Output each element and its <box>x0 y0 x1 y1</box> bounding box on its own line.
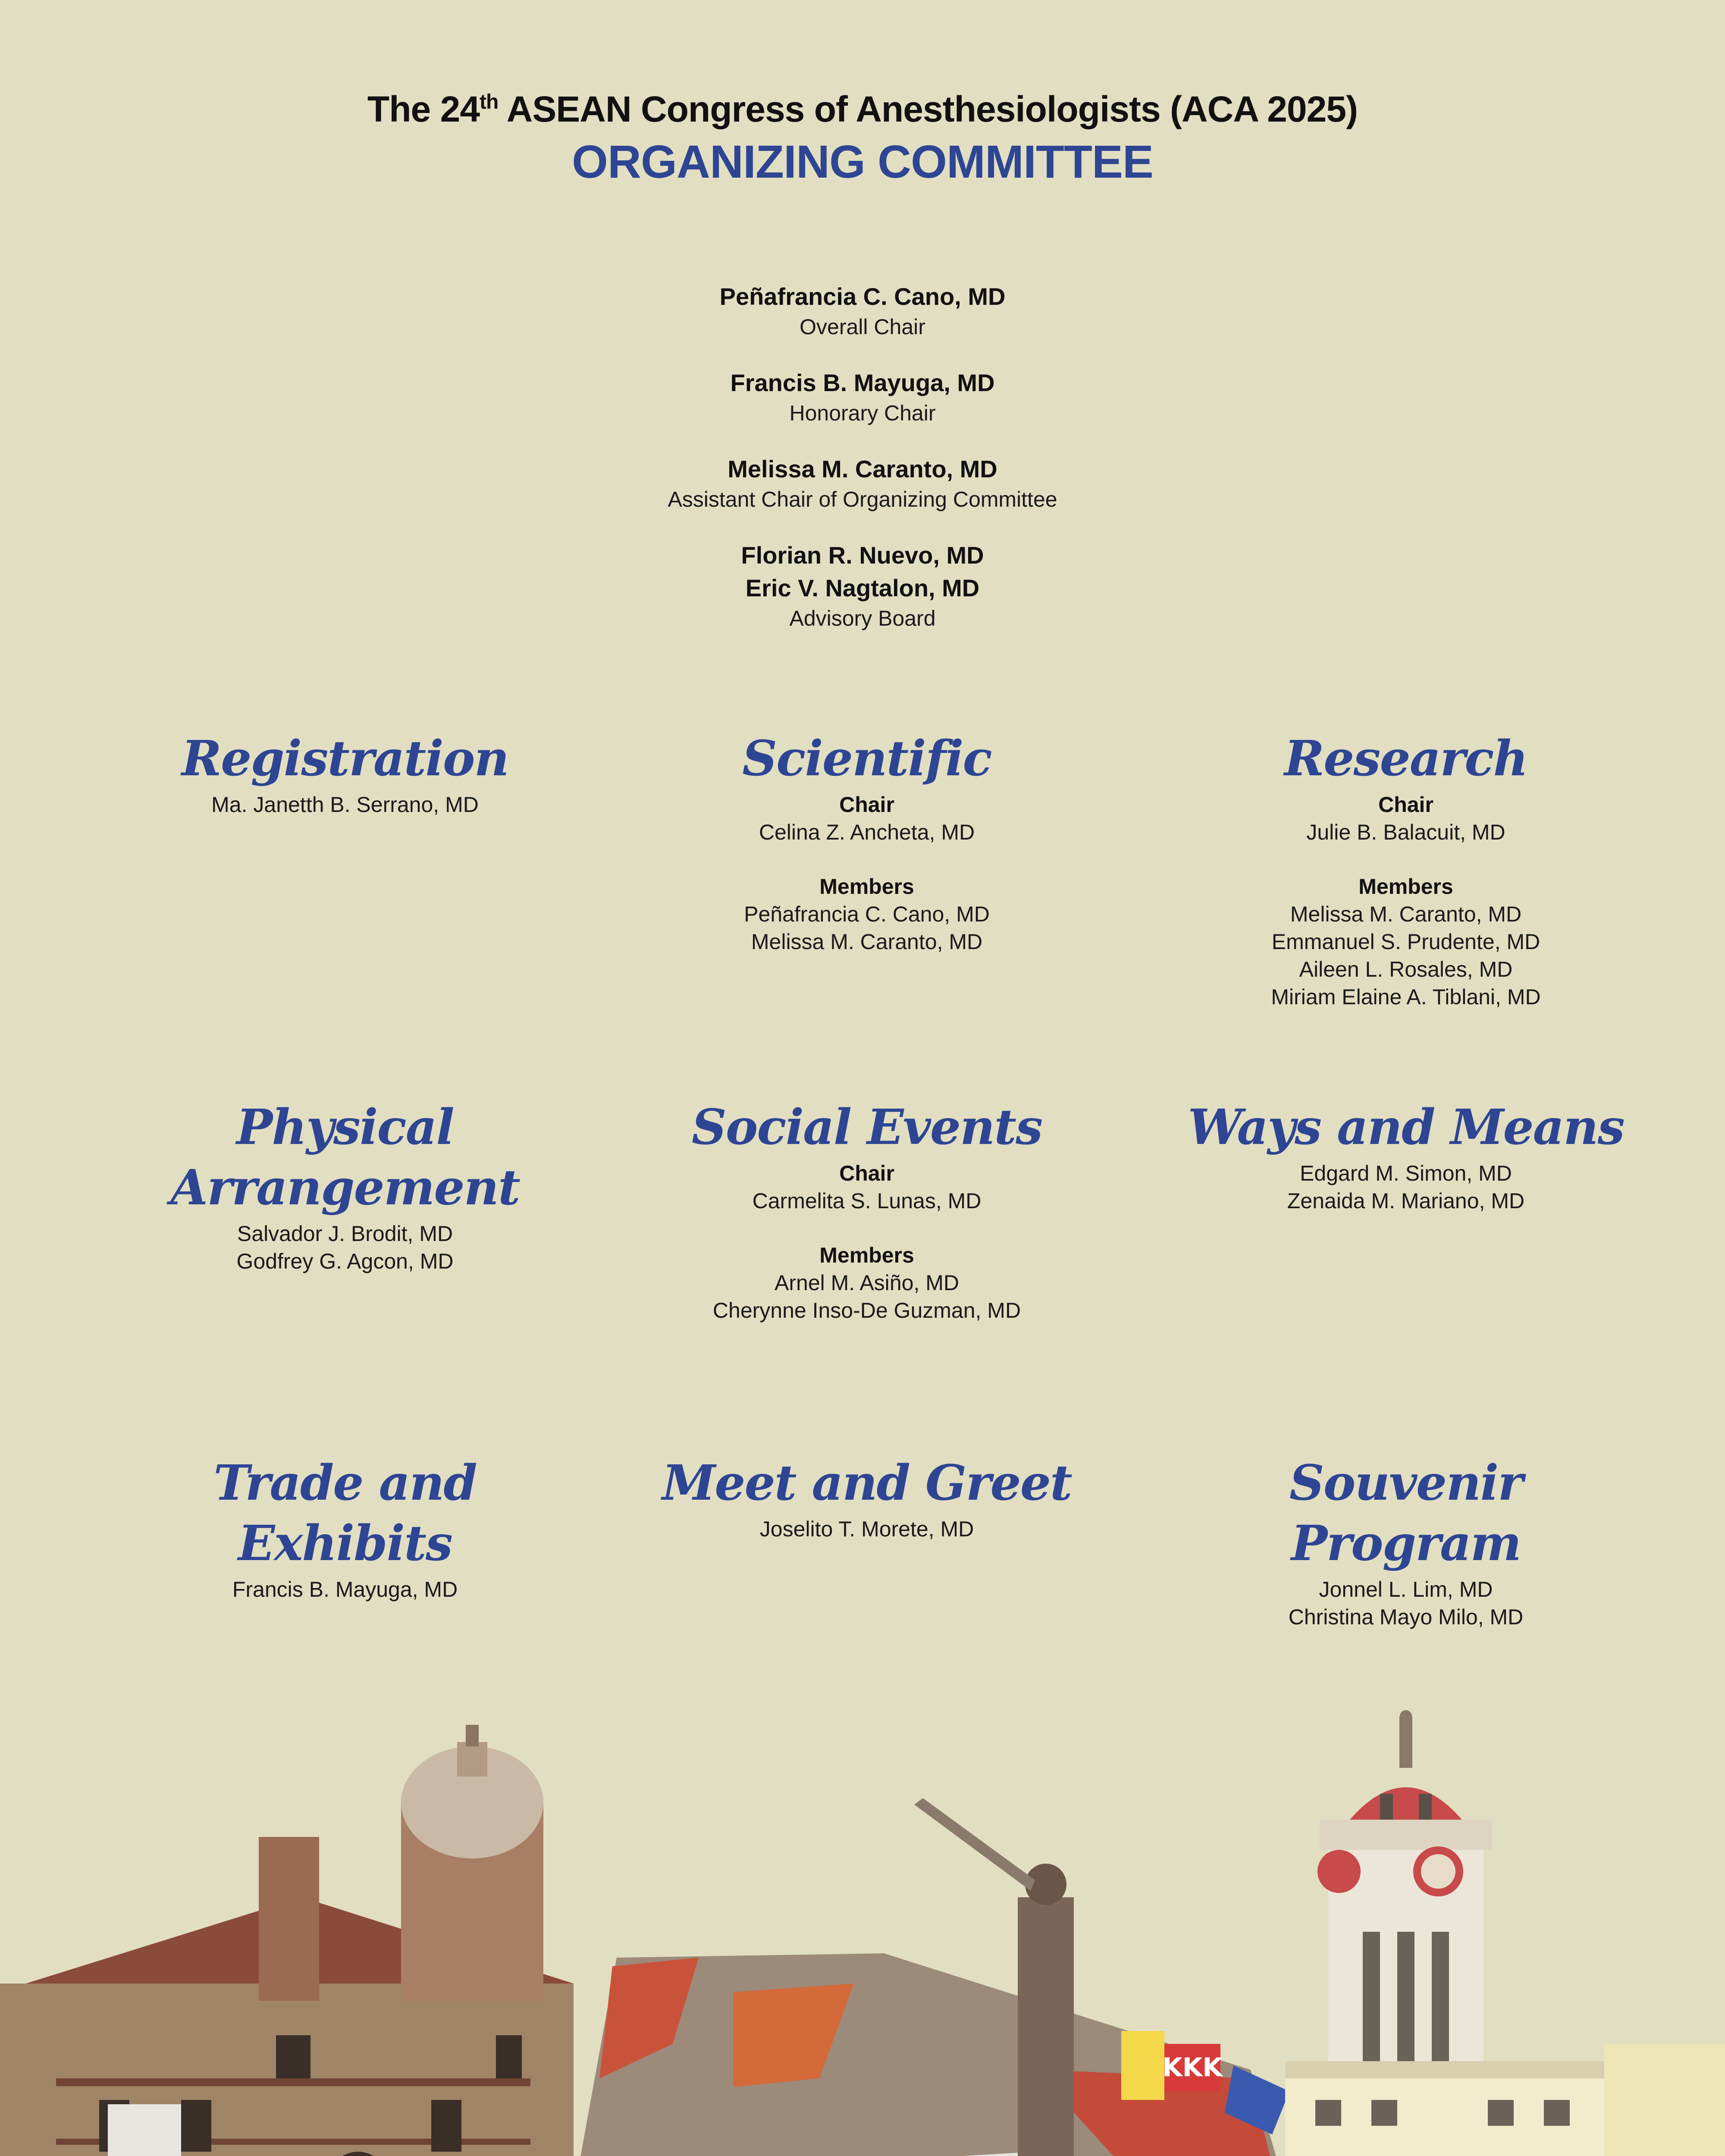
section-souvenir-program <box>1169 1453 1643 1631</box>
chair-label: Chair <box>839 1161 894 1185</box>
committee-title: ORGANIZING COMMITTEE <box>572 135 1153 188</box>
member-name: Arnel M. Asiño, MD <box>775 1271 959 1295</box>
leader-honorary-chair <box>0 367 1725 427</box>
chair-name: Celina Z. Ancheta, MD <box>759 820 975 844</box>
leader-name: Florian R. Nuevo, MD <box>741 542 984 569</box>
event-title: The 24th ASEAN Congress of Anesthesiologists (ACA 2025) <box>367 89 1358 129</box>
member-name: Melissa M. Caranto, MD <box>751 930 983 954</box>
leadership-list <box>0 280 1725 658</box>
member-name: Zenaida M. Mariano, MD <box>1287 1189 1525 1213</box>
member-name: Ma. Janetth B. Serrano, MD <box>211 793 479 817</box>
leader-name: Peñafrancia C. Cano, MD <box>719 283 1006 310</box>
leader-advisory-board <box>0 539 1725 632</box>
section-title: Souvenir Program <box>1289 1455 1523 1572</box>
page-header <box>0 88 1725 188</box>
member-name: Cherynne Inso-De Guzman, MD <box>712 1298 1021 1322</box>
kkk-flag-text: KKK <box>1162 2053 1223 2083</box>
members-label: Members <box>1358 874 1453 899</box>
member-name: Melissa M. Caranto, MD <box>1290 902 1522 926</box>
chair-label: Chair <box>1378 793 1433 817</box>
section-title: Registration <box>182 730 508 787</box>
church-icon <box>0 1725 574 2156</box>
members-label: Members <box>819 1243 914 1267</box>
members-label: Members <box>819 874 914 899</box>
member-name: Emmanuel S. Prudente, MD <box>1271 930 1540 954</box>
chair-label: Chair <box>839 793 894 817</box>
leader-role: Advisory Board <box>789 606 936 630</box>
member-name: Jonnel L. Lim, MD <box>1319 1577 1493 1601</box>
section-title: Physical Arrangement <box>170 1099 520 1216</box>
monument-icon <box>574 1798 1337 2156</box>
member-name: Peñafrancia C. Cano, MD <box>744 902 990 926</box>
clock-tower-icon <box>1285 1710 1725 2156</box>
leader-role: Overall Chair <box>800 315 925 339</box>
section-title: Trade and Exhibits <box>213 1455 477 1572</box>
section-title: Scientific <box>742 730 991 787</box>
leader-name: Francis B. Mayuga, MD <box>730 369 995 396</box>
leader-name: Eric V. Nagtalon, MD <box>745 574 980 602</box>
section-registration <box>108 729 582 818</box>
section-social-events <box>630 1097 1104 1324</box>
section-ways-and-means <box>1169 1097 1643 1215</box>
section-physical-arrangement <box>108 1097 582 1275</box>
member-name: Aileen L. Rosales, MD <box>1299 957 1513 981</box>
section-title: Social Events <box>691 1099 1042 1156</box>
leader-overall-chair <box>0 280 1725 341</box>
chair-name: Julie B. Balacuit, MD <box>1306 820 1505 844</box>
chair-name: Carmelita S. Lunas, MD <box>752 1189 982 1213</box>
member-name: Francis B. Mayuga, MD <box>232 1577 458 1601</box>
section-trade-and-exhibits <box>108 1453 582 1603</box>
member-name: Salvador J. Brodit, MD <box>237 1222 453 1246</box>
member-name: Edgard M. Simon, MD <box>1300 1161 1512 1185</box>
manila-skyline-illustration <box>0 1656 1725 2156</box>
leader-role: Honorary Chair <box>789 401 936 425</box>
section-title: Ways and Means <box>1188 1099 1624 1156</box>
section-title: Research <box>1284 730 1527 787</box>
leader-role: Assistant Chair of Organizing Committee <box>668 487 1057 511</box>
leader-name: Melissa M. Caranto, MD <box>728 455 997 483</box>
section-meet-and-greet <box>630 1453 1104 1543</box>
member-name: Godfrey G. Agcon, MD <box>236 1249 454 1273</box>
member-name: Joselito T. Morete, MD <box>759 1517 974 1541</box>
leader-assistant-chair <box>0 453 1725 513</box>
section-research <box>1169 729 1643 1011</box>
section-title: Meet and Greet <box>662 1455 1072 1511</box>
section-scientific <box>630 729 1104 956</box>
member-name: Christina Mayo Milo, MD <box>1288 1605 1524 1629</box>
member-name: Miriam Elaine A. Tiblani, MD <box>1271 985 1541 1009</box>
